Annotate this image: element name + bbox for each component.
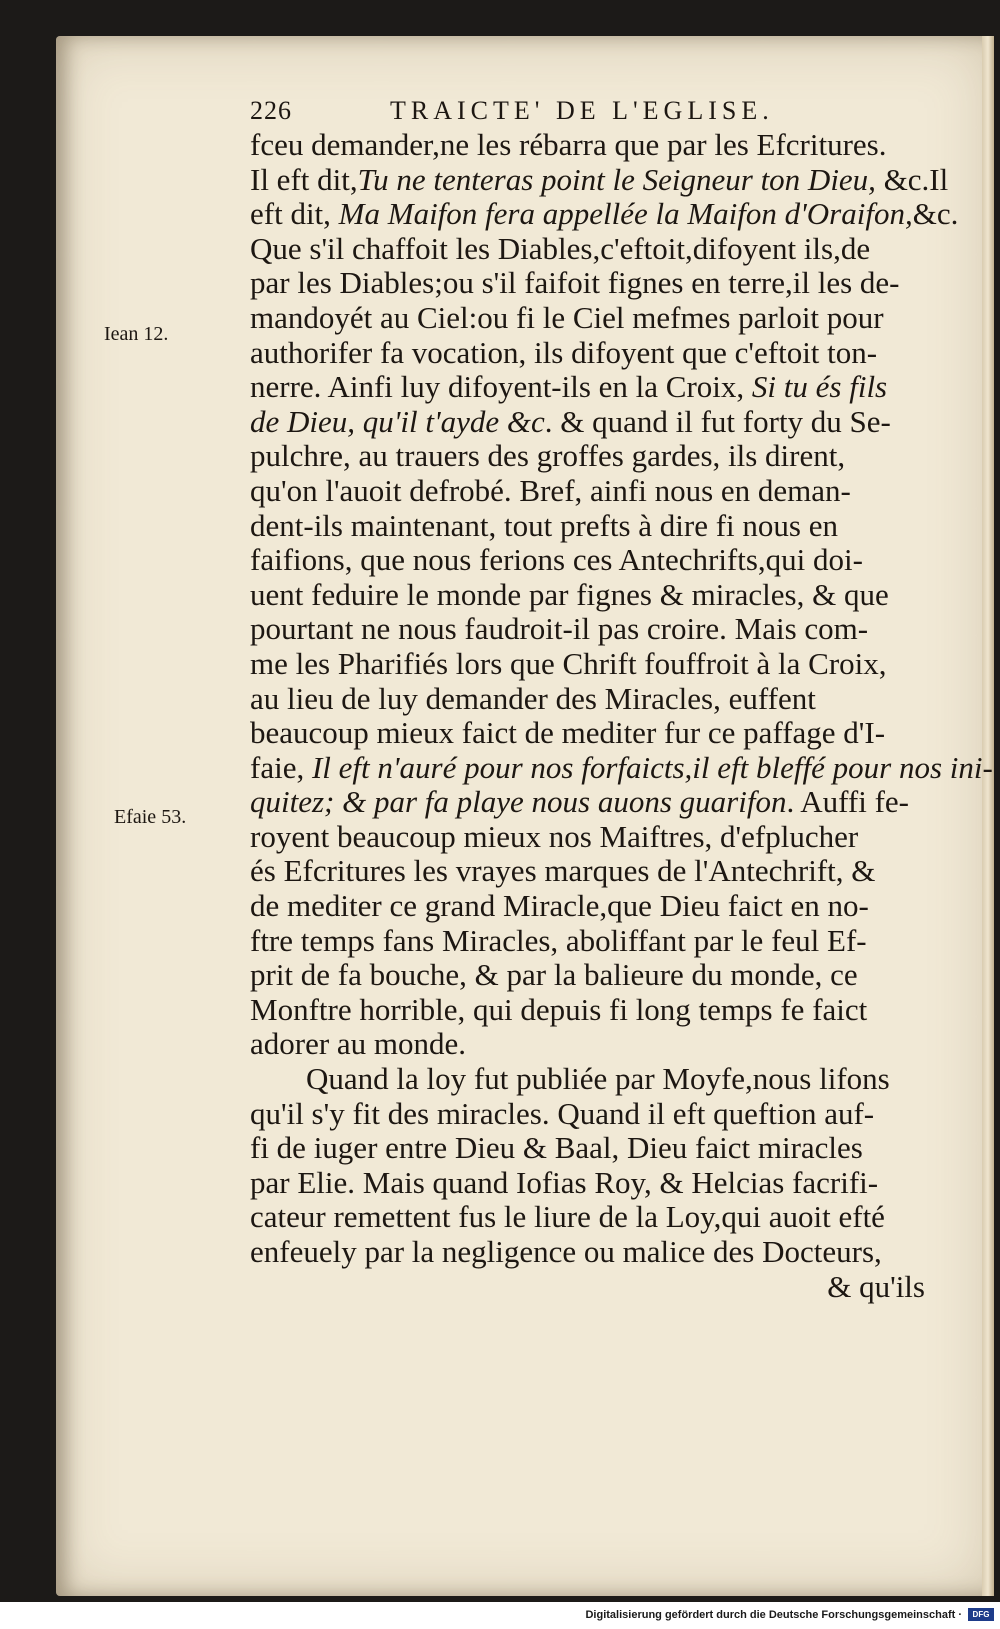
footer-bar (0, 1602, 1000, 1629)
dfg-logo: DFG (968, 1608, 994, 1621)
text-line: Quand la loy fut publiée par Moyfe,nous lifons (306, 1061, 890, 1097)
text-segment: nerre. Ainfi luy difoyent-ils en la Croix, (250, 369, 752, 405)
italic-quotation: Tu ne tenteras point le Seigneur ton Dieu, (357, 161, 876, 197)
text-line: cateur remettent fus le liure de la Loy,qui auoit efté (250, 1199, 885, 1235)
text-line: prit de fa bouche, & par la balieure du monde, ce (250, 957, 858, 993)
text-line (250, 405, 925, 440)
text-line: fi de iuger entre Dieu & Baal, Dieu faict miracles (250, 1130, 863, 1166)
text-line (250, 749, 993, 786)
text-line: mandoyét au Ciel:ou fi le Ciel mefmes parloit pour (250, 299, 884, 335)
text-segment: . Auffi fe- (786, 784, 910, 820)
italic-quotation: quitez; & par fa playe nous auons guarifon (250, 784, 787, 820)
text-line (250, 196, 959, 232)
text-segment: &c. (912, 196, 959, 232)
text-line: de mediter ce grand Miracle,que Dieu faict en no- (250, 888, 869, 924)
italic-quotation: de Dieu, qu'il t'ayde &c (250, 403, 545, 439)
text-line: Monftre horrible, qui depuis fi long temps fe faict (250, 991, 868, 1027)
text-line: au lieu de luy demander des Miracles, euffent (250, 680, 816, 716)
text-segment: Il eft dit, (250, 161, 358, 197)
text-segment: . & quand il fut forty du Se- (544, 403, 891, 439)
text-line: & qu'ils (827, 1268, 925, 1304)
text-line: me les Pharifiés lors que Chrift fouffroit à la Croix, (250, 645, 887, 681)
italic-quotation: Ma Maifon fera appellée la Maifon d'Oraifon, (338, 196, 913, 232)
body-text (250, 127, 993, 1304)
text-line: adorer au monde. (250, 1026, 467, 1062)
text-line: dent-ils maintenant, tout prefts à dire fi nous en (250, 507, 838, 543)
text-line: enfeuely par la negligence ou malice des Docteurs, (250, 1234, 882, 1269)
text-segment: eft dit, (250, 196, 339, 232)
margin-note-jean: Iean 12. (104, 323, 169, 345)
text-line: qu'il s'y fit des miracles. Quand il eft queftion auf- (250, 1095, 875, 1131)
page-edge (982, 36, 994, 1596)
text-segment: faie, (250, 749, 312, 785)
text-line: fceu demander,ne les rébarra que par les Efcritures. (250, 127, 887, 162)
text-line: uent feduire le monde par fignes & miracles, & que (250, 576, 889, 612)
text-line: beaucoup mieux faict de mediter fur ce paffage d'I- (250, 715, 886, 751)
text-line: Que s'il chaffoit les Diables,c'eftoit,difoyent ils,de (250, 230, 871, 266)
text-line: ftre temps fans Miracles, aboliffant par le feul Ef- (250, 922, 867, 958)
margin-note-esaie: Efaie 53. (114, 806, 187, 828)
text-line: par les Diables;ou s'il faifoit fignes en terre,il les de- (250, 265, 900, 301)
text-line: par Elie. Mais quand Iofias Roy, & Helcias facrifi- (250, 1164, 879, 1200)
text-line (250, 370, 925, 405)
text-line: faifions, que nous ferions ces Antechrifts,qui doi- (250, 542, 863, 578)
page-number: 226 (250, 96, 292, 125)
text-line: pourtant ne nous faudroit-il pas croire. Mais com- (250, 611, 869, 647)
text-line: pulchre, au trauers des groffes gardes, ils dirent, (250, 438, 846, 474)
running-title: TRAICTE' DE L'EGLISE. (390, 96, 774, 125)
text-line: authorifer fa vocation, ils difoyent que c'eftoit ton- (250, 334, 878, 370)
funding-credit: Digitalisierung gefördert durch die Deutsche Forschungsgemeinschaft · (585, 1609, 962, 1621)
text-line: és Efcritures les vrayes marques de l'Antechrift, & (250, 853, 876, 889)
running-head (250, 96, 930, 126)
italic-quotation: Si tu és fils (751, 369, 888, 405)
text-line (250, 785, 925, 820)
text-line: royent beaucoup mieux nos Maiftres, d'efplucher (250, 818, 859, 854)
text-line (250, 161, 949, 198)
text-line: qu'on l'auoit defrobé. Bref, ainfi nous en deman- (250, 472, 851, 508)
text-segment: &c.Il (875, 161, 949, 197)
italic-quotation: Il eft n'auré pour nos forfaicts,il eft bleffé pour nos ini- (311, 749, 993, 785)
